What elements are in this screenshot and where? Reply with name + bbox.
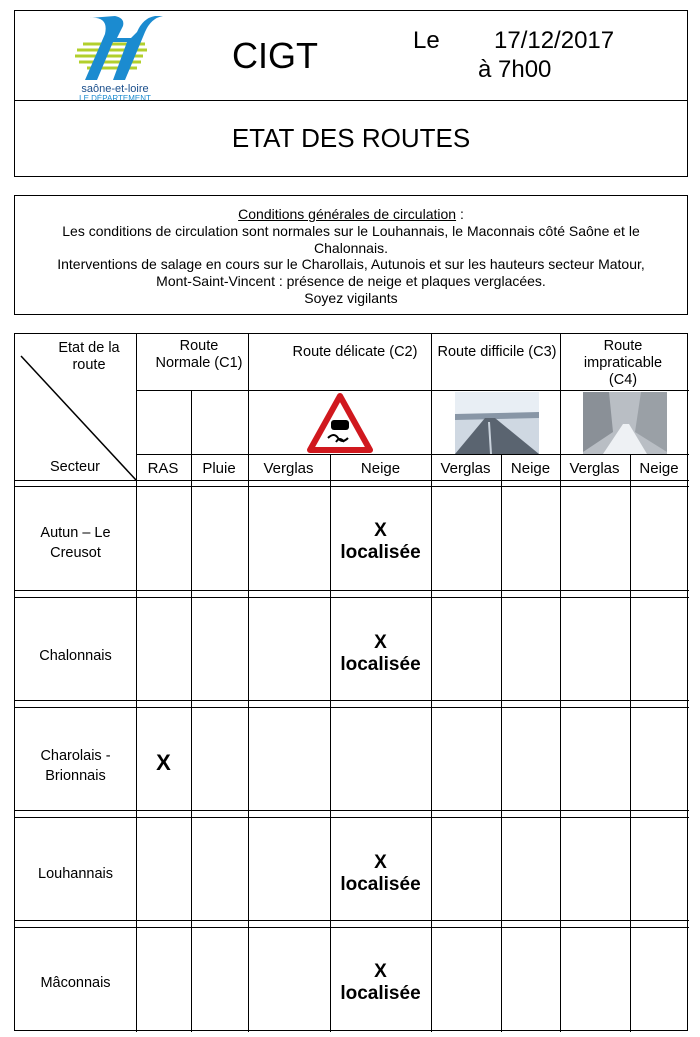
report-date: 17/12/2017 [494,27,615,54]
header-vline [136,334,137,480]
row-separator [15,597,689,598]
mark-chalonnais-c2-neige: X localisée [340,632,421,675]
header-line-1 [136,390,689,391]
row-separator [15,810,689,811]
row-separator [15,700,689,701]
mark-maconnais-c2-neige: X localisée [340,961,421,1004]
svg-text:saône-et-loire: saône-et-loire [81,83,149,95]
row-separator [15,920,689,921]
slippery-road-warning-icon [306,392,374,454]
row-separator [15,590,689,591]
conditions-line-1: Les conditions de circulation sont normales sur le Louhannais, le Maconnais côté Saône et le Chalonnais. [62,222,640,256]
header-line-2 [136,454,689,455]
mark-autun-c2-neige: X localisée [340,520,421,563]
header-box [14,10,688,177]
conditions-title-line: Conditions générales de circulation : [238,206,464,222]
conditions-title: Conditions générales de circulation [238,206,457,222]
header-vline [431,334,432,480]
row-separator [15,927,689,928]
group-header-c1: Route Normale (C1) [155,338,243,371]
body-vline [191,480,192,1032]
header-vline [191,390,192,480]
body-vline [501,480,502,1032]
date-prefix: Le [413,27,440,54]
conditions-line-2: Interventions de salage en cours sur le Charollais, Autunois et sur les hauteurs secteur Matour, Mont-Saint-Vincent : présence de neige et plaques verglacées. [57,256,645,290]
header-vline [501,454,502,480]
subheader-c4-verglas: Verglas [569,460,620,477]
sector-maconnais: Mâconnais [40,975,111,991]
group-header-c4: Route impraticable (C4) [583,338,663,388]
subheader-c2-neige: Neige [360,460,401,477]
report-time: à 7h00 [478,56,552,83]
sector-chalonnais: Chalonnais [39,648,112,664]
body-vline [248,480,249,1032]
header-vline [560,334,561,480]
subheader-c3-verglas: Verglas [440,460,491,477]
header-vline [330,454,331,480]
subheader-pluie: Pluie [202,460,236,477]
group-header-c2: Route délicate (C2) [292,344,418,360]
group-header-c3: Route difficile (C3) [437,344,557,360]
sector-charolais-brionnais: Charolais - Brionnais [40,748,111,784]
header-vline [630,454,631,480]
conditions-line-3: Soyez vigilants [304,289,398,306]
subheader-c4-neige: Neige [639,460,679,477]
mark-charolais-ras: X [156,750,171,775]
sector-louhannais: Louhannais [38,866,113,882]
row-separator [15,707,689,708]
sector-autun-le-creusot: Autun – Le Creusot [40,525,111,561]
body-vline [630,480,631,1032]
header-divider [15,100,687,101]
subheader-c3-neige: Neige [510,460,551,477]
body-vline [560,480,561,1032]
road-status-table [14,333,688,1031]
snowy-road-photo-icon [583,392,667,454]
conditions-box [14,195,688,315]
corner-bottom-label: Secteur [50,459,100,475]
mark-louhannais-c2-neige: X localisée [340,852,421,895]
header-vline [248,334,249,480]
document-title: ETAT DES ROUTES [231,123,471,153]
icy-road-photo-icon [455,392,539,454]
corner-top-label: Etat de la route [58,340,120,373]
saone-et-loire-logo-icon [65,12,165,100]
svg-text:LE DÉPARTEMENT: LE DÉPARTEMENT [79,94,151,100]
subheader-ras: RAS [147,460,179,477]
row-separator [15,817,689,818]
row-separator [15,486,689,487]
subheader-c2-verglas: Verglas [263,460,314,477]
header-line-3 [15,480,689,481]
body-vline [431,480,432,1032]
org-name: CIGT [232,35,318,76]
